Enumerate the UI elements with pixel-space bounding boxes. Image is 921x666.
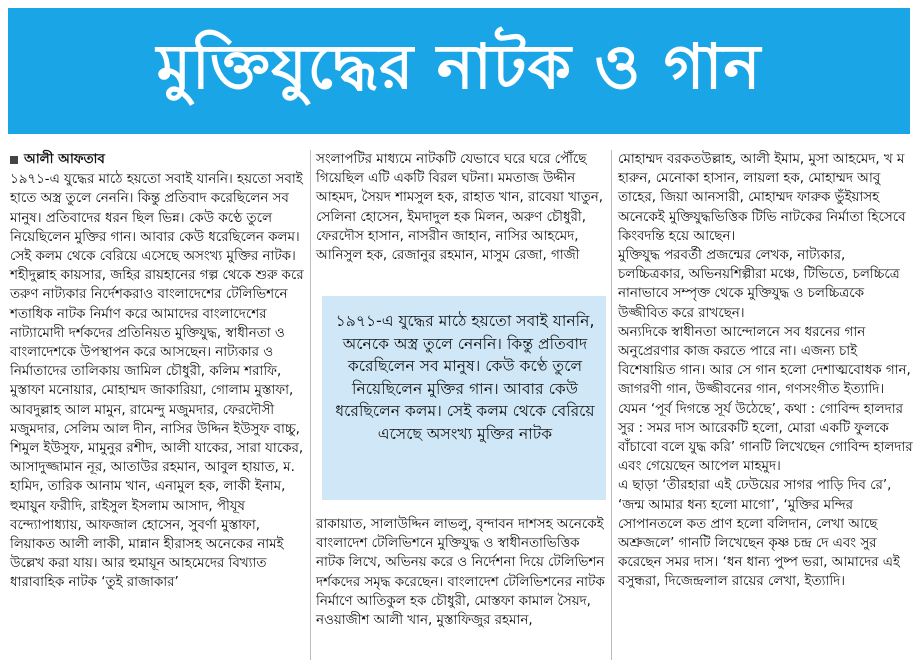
column-divider [310, 150, 311, 660]
article-column-2-top [316, 150, 606, 265]
byline [10, 150, 305, 169]
paragraph: সংলাপটির মাধ্যমে নাটকটি যেভাবে ঘরে ঘরে পৌঁছে গিয়েছিল এটি একটি বিরল ঘটনা। মমতাজ উদ্দীন আহমদ, সৈয়দ শামসুল হক, রাহাত খান, রাবেয়া খাতুন, সেলিনা হোসেন, ইমদাদুল হক মিলন, অরুণ চৌধুরী, ফেরদৌস হাসান, নাসরীন জাহান, নাসির আহমেদ, আনিসুল হক, রেজানুর রহমান, মাসুম রেজা, গাজী [316, 152, 604, 264]
byline-bullet-icon [10, 156, 18, 164]
paragraph: ১৯৭১-এ যুদ্ধের মাঠে হয়তো সবাই যাননি। হয়তো সবাই হাতে অস্ত্র তুলে নেননি। কিন্তু প্রতিবাদ করেছিলেন সব মানুষ। প্রতিবাদের ধরন ছিল ভিন্ন। কেউ কণ্ঠে তুলে নিয়েছিলেন মুক্তির গান। আবার কেউ ধরেছিলেন কলম। সেই কলম থেকে বেরিয়ে এসেছে অসংখ্য মুক্তির নাটক। শহীদুল্লাহ কায়সার, জহির রায়হানের গল্প থেকে শুরু করে তরুণ নাট্যকার নির্দেশকরাও বাংলাদেশের টেলিভিশনে শতাধিক নাটক নির্মাণ করে আমাদের বাংলাদেশের নাট্যামোদী দর্শকদের প্রতিনিয়ত মুক্তিযুদ্ধ, স্বাধীনতা ও বাংলাদেশকে উপস্থাপন করে আসছেন। নাট্যকার ও নির্মাতাদের তালিকায় জামিল চৌধুরী, কলিম শরাফি, মুস্তাফা মনোয়ার, মোহাম্মদ জাকারিয়া, গোলাম মুস্তাফা, আবদুল্লাহ আল মামুন, রামেন্দু মজুমদার, ফেরদৌসী মজুমদার, সেলিম আল দীন, নাসির উদ্দিন ইউসুফ বাচ্চু, শিমুল ইউসুফ, মামুনুর রশীদ, আলী যাকের, সারা যাকের, আসাদুজ্জামান নূর, আতাউর রহমান, আবুল হায়াত, ম. হামিদ, তারিক আনাম খান, এনামুল হক, লাকী ইনাম, হুমায়ুন ফরীদি, রাইসুল ইসলাম আসাদ, পীযূষ বন্দ্যোপাধ্যায়, আফজাল হোসেন, সুবর্ণা মুস্তাফা, লিয়াকত আলী লাকী, মান্নান হীরাসহ অনেকের নামই উল্লেখ করা যায়। আর হুমায়ূন আহমেদের বিখ্যাত ধারাবাহিক নাটক ‘তুই রাজাকার’ [10, 172, 304, 591]
pull-quote-text: ১৯৭১-এ যুদ্ধের মাঠে হয়তো সবাই যাননি, অনেকে অস্ত্র তুলে নেননি। কিন্তু প্রতিবাদ করেছিলেন সব মানুষ। কেউ কণ্ঠে তুলে নিয়েছিলেন মুক্তির গান। আবার কেউ ধরেছিলেন কলম। সেই কলম থেকে বেরিয়ে এসেছে অসংখ্য মুক্তির নাটক [335, 312, 595, 443]
article-column-2-bottom [316, 515, 606, 630]
paragraph: এ ছাড়া ‘তীরহারা এই ঢেউয়ের সাগর পাড়ি দিব রে’, ‘জন্ম আমার ধন্য হলো মাগো’, ‘মুক্তির মন্দির সোপানতলে কত প্রাণ হলো বলিদান, লেখা আছে অশ্রুজলে’ গানটি লিখেছেন কৃষ্ণ চন্দ্র দে এবং সুর করেছেন সমর দাস। ‘ধন ধান্য পুষ্প ভরা, আমাদের এই বসুন্ধরা, দিজেন্দ্রলাল রায়ের লেখা, ইত্যাদি। [618, 478, 900, 590]
pull-quote [322, 296, 606, 500]
column-divider [611, 150, 612, 660]
headline-title: মুক্তিযুদ্ধের নাটক ও গান [156, 29, 762, 103]
paragraph: মোহাম্মদ বরকতউল্লাহ, আলী ইমাম, মুসা আহমেদ, খ ম হারুন, মেনোকা হাসান, লায়লা হক, মোহাম্মদ আবু তাহের, জিয়া আনসারী, মোহাম্মদ ফারুক ভুঁইয়াসহ অনেকেই মুক্তিযুদ্ধভিত্তিক টিভি নাটকের নির্মাতা হিসেবে কিংবদন্তি হয়ে আছেন। [618, 152, 906, 244]
paragraph: রাকায়াত, সালাউদ্দিন লাভলু, বৃন্দাবন দাশসহ অনেকেই বাংলাদেশ টেলিভিশনে মুক্তিযুদ্ধ ও স্বাধীনতাভিত্তিক নাটক লিখে, অভিনয় করে ও নির্দেশনা দিয়ে টেলিভিশন দর্শকদের সমৃদ্ধ করেছেন। বাংলাদেশ টেলিভিশনের নাটক নির্মাণে আতিকুল হক চৌধুরী, মোস্তফা কামাল সৈয়দ, নওয়াজীশ আলী খান, মুস্তাফিজুর রহমান, [316, 517, 605, 629]
article-column-3 [618, 150, 914, 592]
article-column-1 [10, 150, 305, 593]
paragraph: মুক্তিযুদ্ধ পরবর্তী প্রজন্মের লেখক, নাট্যকার, চলচ্চিত্রকার, অভিনয়শিল্পীরা মঞ্চে, টিভিতে, চলচ্চিত্রে নানাভাবে সম্পৃক্ত থেকে মুক্তিযুদ্ধ ও চলচ্চিত্রকে উজ্জীবিত করে রাখছেন। [618, 248, 900, 321]
headline-banner [8, 8, 910, 134]
paragraph: অন্যদিকে স্বাধীনতা আন্দোলনে সব ধরনের গান অনুপ্রেরণার কাজ করতে পারে না। এজন্য চাই বিশেষায়িত গান। আর সে গান হলো দেশাত্মবোধক গান, জাগরণী গান, উজ্জীবনের গান, গণসংগীত ইত্যাদি। যেমন ‘পূর্ব দিগন্তে সূর্য উঠেছে’, কথা : গোবিন্দ হালদার সুর : সমর দাস আরেকটি হলো, মোরা একটি ফুলকে বাঁচাবো বলে যুদ্ধ করি’ গানটি লিখেছেন গোবিন্দ হালদার এবং গেয়েছেন আপেল মাহমুদ। [618, 324, 913, 475]
author-name: আলী আফতাব [24, 152, 105, 167]
